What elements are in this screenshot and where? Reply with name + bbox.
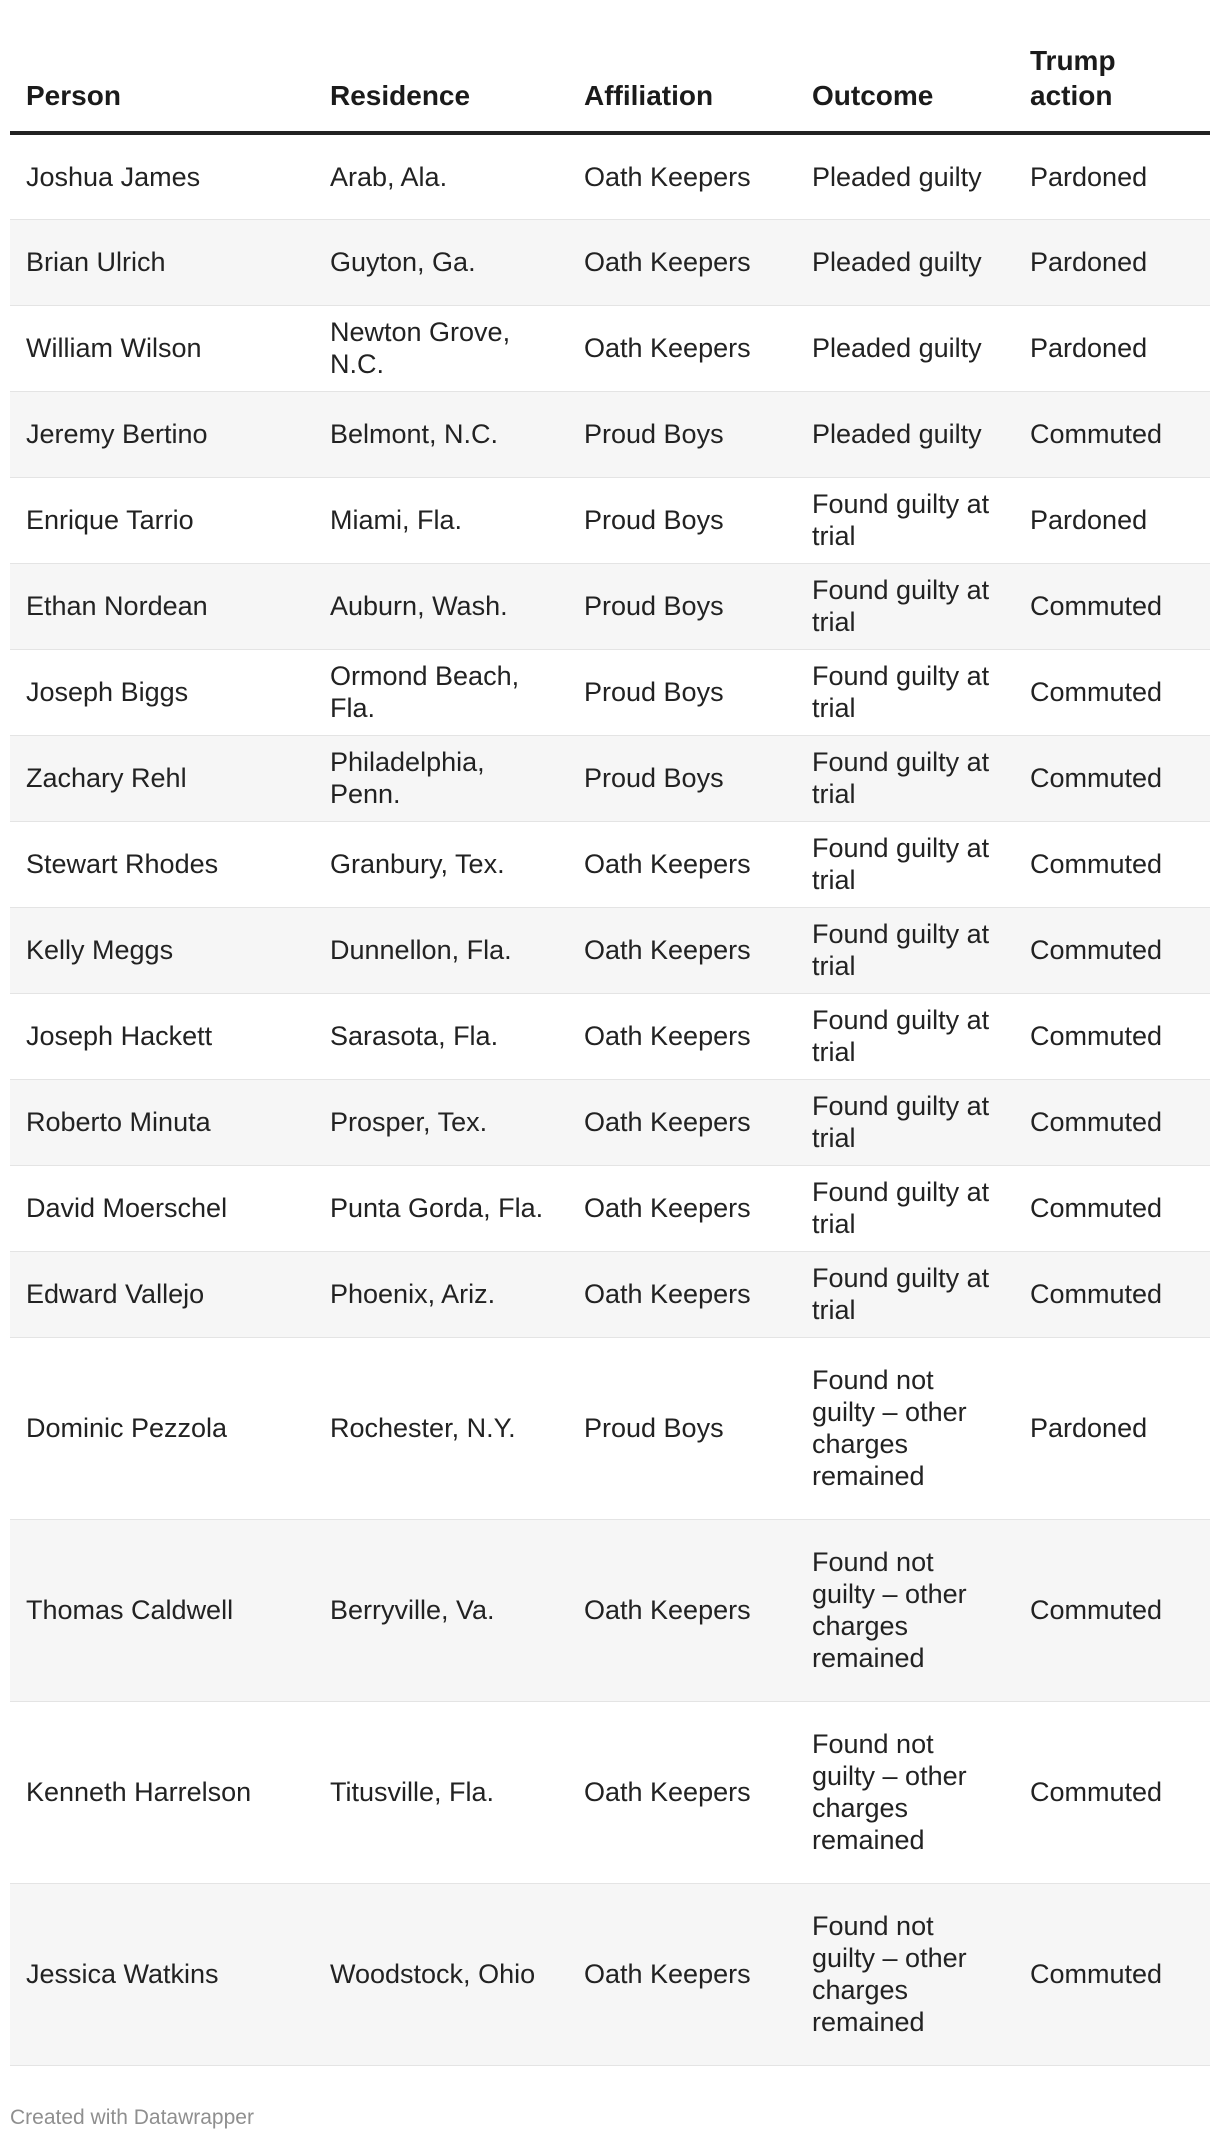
cell-person: Kelly Meggs: [10, 907, 314, 993]
cell-residence: Philadelphia, Penn.: [314, 735, 568, 821]
header-outcome[interactable]: Outcome: [796, 40, 1014, 133]
cell-trump-action: Commuted: [1014, 1165, 1210, 1251]
cell-trump-action: Commuted: [1014, 821, 1210, 907]
cell-affiliation: Oath Keepers: [568, 993, 796, 1079]
cell-affiliation: Oath Keepers: [568, 219, 796, 305]
cell-person: Roberto Minuta: [10, 1079, 314, 1165]
cell-affiliation: Oath Keepers: [568, 907, 796, 993]
table-row: [10, 1079, 1210, 1165]
cell-trump-action: Commuted: [1014, 1883, 1210, 2065]
cell-person: Jeremy Bertino: [10, 391, 314, 477]
cell-outcome: Found not guilty – other charges remained: [796, 1701, 1014, 1883]
table-row: [10, 993, 1210, 1079]
cell-affiliation: Oath Keepers: [568, 305, 796, 391]
cell-affiliation: Proud Boys: [568, 649, 796, 735]
cell-affiliation: Oath Keepers: [568, 1519, 796, 1701]
cell-trump-action: Commuted: [1014, 1079, 1210, 1165]
cell-trump-action: Commuted: [1014, 907, 1210, 993]
cell-residence: Sarasota, Fla.: [314, 993, 568, 1079]
table-row: [10, 1701, 1210, 1883]
header-affiliation[interactable]: Affiliation: [568, 40, 796, 133]
cell-outcome: Found guilty at trial: [796, 1165, 1014, 1251]
table-row: [10, 391, 1210, 477]
cell-outcome: Pleaded guilty: [796, 391, 1014, 477]
cell-trump-action: Pardoned: [1014, 305, 1210, 391]
cell-person: Joseph Biggs: [10, 649, 314, 735]
cell-residence: Guyton, Ga.: [314, 219, 568, 305]
cell-trump-action: Commuted: [1014, 735, 1210, 821]
cell-outcome: Found guilty at trial: [796, 993, 1014, 1079]
table-row: [10, 1165, 1210, 1251]
cell-person: Enrique Tarrio: [10, 477, 314, 563]
cell-affiliation: Oath Keepers: [568, 1165, 796, 1251]
datawrapper-credit[interactable]: Created with Datawrapper: [10, 2106, 254, 2129]
table-row: [10, 907, 1210, 993]
cell-outcome: Found guilty at trial: [796, 477, 1014, 563]
table-row: [10, 821, 1210, 907]
table-row: [10, 1337, 1210, 1519]
cell-trump-action: Commuted: [1014, 1701, 1210, 1883]
table-row: [10, 219, 1210, 305]
cell-person: Zachary Rehl: [10, 735, 314, 821]
cell-affiliation: Oath Keepers: [568, 1701, 796, 1883]
cell-residence: Arab, Ala.: [314, 133, 568, 219]
cell-affiliation: Proud Boys: [568, 563, 796, 649]
cell-outcome: Found not guilty – other charges remained: [796, 1519, 1014, 1701]
cell-outcome: Pleaded guilty: [796, 219, 1014, 305]
cell-affiliation: Proud Boys: [568, 735, 796, 821]
cell-trump-action: Commuted: [1014, 391, 1210, 477]
table-row: [10, 1251, 1210, 1337]
cell-residence: Auburn, Wash.: [314, 563, 568, 649]
cell-residence: Phoenix, Ariz.: [314, 1251, 568, 1337]
header-trump-action[interactable]: Trump action: [1014, 40, 1210, 133]
cell-residence: Belmont, N.C.: [314, 391, 568, 477]
cell-outcome: Found guilty at trial: [796, 735, 1014, 821]
cell-person: Thomas Caldwell: [10, 1519, 314, 1701]
table-header: [10, 40, 1210, 133]
cell-affiliation: Proud Boys: [568, 477, 796, 563]
cell-trump-action: Pardoned: [1014, 219, 1210, 305]
cell-residence: Berryville, Va.: [314, 1519, 568, 1701]
cell-residence: Miami, Fla.: [314, 477, 568, 563]
cell-person: Joshua James: [10, 133, 314, 219]
cell-outcome: Found guilty at trial: [796, 821, 1014, 907]
cell-person: Stewart Rhodes: [10, 821, 314, 907]
cell-outcome: Found guilty at trial: [796, 563, 1014, 649]
pardons-table: [10, 40, 1210, 2066]
header-person[interactable]: Person: [10, 40, 314, 133]
cell-outcome: Found guilty at trial: [796, 649, 1014, 735]
header-residence[interactable]: Residence: [314, 40, 568, 133]
cell-trump-action: Commuted: [1014, 563, 1210, 649]
cell-affiliation: Proud Boys: [568, 391, 796, 477]
cell-trump-action: Commuted: [1014, 649, 1210, 735]
cell-outcome: Pleaded guilty: [796, 133, 1014, 219]
table-row: [10, 649, 1210, 735]
cell-person: Kenneth Harrelson: [10, 1701, 314, 1883]
cell-residence: Punta Gorda, Fla.: [314, 1165, 568, 1251]
cell-person: Brian Ulrich: [10, 219, 314, 305]
table-body: [10, 133, 1210, 2065]
data-table-container: [10, 40, 1210, 2066]
cell-residence: Ormond Beach, Fla.: [314, 649, 568, 735]
cell-residence: Newton Grove, N.C.: [314, 305, 568, 391]
cell-outcome: Found guilty at trial: [796, 1079, 1014, 1165]
cell-person: Joseph Hackett: [10, 993, 314, 1079]
table-row: [10, 1883, 1210, 2065]
cell-person: David Moerschel: [10, 1165, 314, 1251]
cell-outcome: Found not guilty – other charges remained: [796, 1337, 1014, 1519]
cell-residence: Dunnellon, Fla.: [314, 907, 568, 993]
cell-residence: Titusville, Fla.: [314, 1701, 568, 1883]
cell-outcome: Found not guilty – other charges remained: [796, 1883, 1014, 2065]
cell-person: Ethan Nordean: [10, 563, 314, 649]
table-row: [10, 735, 1210, 821]
cell-outcome: Found guilty at trial: [796, 1251, 1014, 1337]
table-row: [10, 305, 1210, 391]
cell-person: Jessica Watkins: [10, 1883, 314, 2065]
table-row: [10, 477, 1210, 563]
cell-trump-action: Pardoned: [1014, 133, 1210, 219]
cell-person: Dominic Pezzola: [10, 1337, 314, 1519]
cell-trump-action: Pardoned: [1014, 1337, 1210, 1519]
cell-affiliation: Oath Keepers: [568, 1883, 796, 2065]
table-row: [10, 133, 1210, 219]
cell-trump-action: Commuted: [1014, 993, 1210, 1079]
cell-residence: Granbury, Tex.: [314, 821, 568, 907]
table-row: [10, 1519, 1210, 1701]
cell-outcome: Pleaded guilty: [796, 305, 1014, 391]
cell-trump-action: Pardoned: [1014, 477, 1210, 563]
cell-affiliation: Oath Keepers: [568, 1079, 796, 1165]
cell-affiliation: Proud Boys: [568, 1337, 796, 1519]
cell-person: Edward Vallejo: [10, 1251, 314, 1337]
cell-residence: Woodstock, Ohio: [314, 1883, 568, 2065]
table-row: [10, 563, 1210, 649]
cell-affiliation: Oath Keepers: [568, 821, 796, 907]
cell-residence: Prosper, Tex.: [314, 1079, 568, 1165]
cell-residence: Rochester, N.Y.: [314, 1337, 568, 1519]
cell-trump-action: Commuted: [1014, 1251, 1210, 1337]
cell-trump-action: Commuted: [1014, 1519, 1210, 1701]
cell-outcome: Found guilty at trial: [796, 907, 1014, 993]
cell-person: William Wilson: [10, 305, 314, 391]
cell-affiliation: Oath Keepers: [568, 133, 796, 219]
header-row: [10, 40, 1210, 133]
cell-affiliation: Oath Keepers: [568, 1251, 796, 1337]
